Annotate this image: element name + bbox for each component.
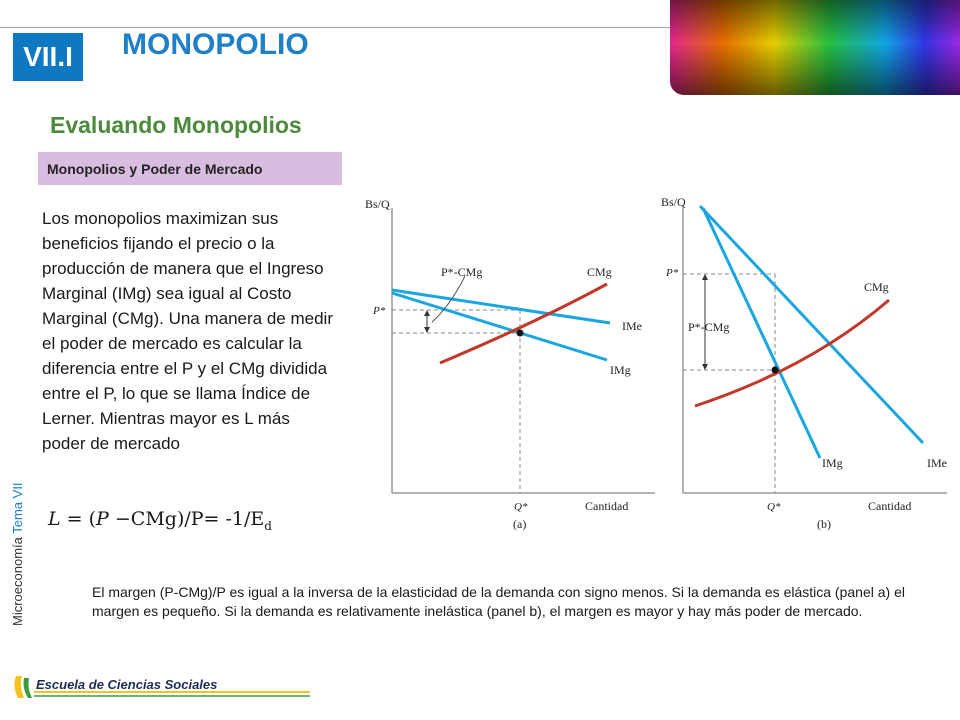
panel-b-ime-label: IMe xyxy=(927,456,947,470)
panel-a-cmg-label: CMg xyxy=(587,265,612,279)
panel-a-ime-label: IMe xyxy=(622,319,642,333)
formula-sub: d xyxy=(264,518,272,533)
panel-a-margin-label: P*-CMg xyxy=(441,265,483,279)
panel-b-cmg-label: CMg xyxy=(864,280,889,294)
panel-b-ime-curve xyxy=(700,206,923,443)
panel-a-p-star: P* xyxy=(373,305,386,317)
panel-a-arrowhead-down xyxy=(424,327,430,333)
panel-a-equilibrium-point xyxy=(517,330,524,337)
footnote-text: El margen (P-CMg)/P es igual a la inversa de la elasticidad de la demanda con signo menos. Si la demanda es elástica (panel a) el margen es pequeño. Si la demanda es relativamente inelástica (panel b), el margen es mayor y hay más poder de mercado. xyxy=(92,584,905,619)
panel-a-ime-curve xyxy=(392,290,610,323)
page-subtitle: Evaluando Monopolios xyxy=(50,112,302,138)
panel-b xyxy=(661,195,947,531)
chapter-badge: VII.I xyxy=(13,33,83,81)
panel-a-arrowhead-up xyxy=(424,310,430,316)
course-topic: Tema VII xyxy=(10,482,25,534)
panel-b-equilibrium-point xyxy=(772,367,779,374)
formula-eq: = ( xyxy=(60,508,97,530)
monopoly-diagram xyxy=(355,188,955,533)
panel-b-arrowhead-up xyxy=(702,274,708,280)
panel-a-caption: (a) xyxy=(513,517,527,531)
panel-a-img-label: IMg xyxy=(610,363,631,377)
section-heading-label: Monopolios y Poder de Mercado xyxy=(47,160,263,177)
panel-b-img-label: IMg xyxy=(822,456,843,470)
course-side-label xyxy=(10,482,25,626)
logo-flame-icon xyxy=(14,676,24,698)
panel-a-x-label: Cantidad xyxy=(585,499,629,513)
lerner-formula xyxy=(48,508,272,533)
panel-b-q-star: Q* xyxy=(767,501,781,513)
body-text: Los monopolios maximizan sus beneficios fijando el precio o la producción de manera que el Ingreso Marginal (IMg) sea igual al Costo Marginal (CMg). Una manera de medir el poder de mercado es calcular la diferencia entre el P y el CMg dividida entre el P, lo que se llama Índice de Lerner. Mientras mayor es L más poder de mercado xyxy=(42,209,333,453)
panel-b-margin-label: P*-CMg xyxy=(688,320,730,334)
panel-b-cmg-curve xyxy=(695,300,889,406)
panel-a-q-star: Q* xyxy=(514,501,528,513)
page-title: MONOPOLIO xyxy=(122,28,309,61)
panel-b-arrowhead-down xyxy=(702,364,708,370)
formula-mid: −CMg)/P= -1/E xyxy=(108,508,265,530)
school-name: Escuela de Ciencias Sociales xyxy=(36,677,218,692)
panel-b-caption: (b) xyxy=(817,517,831,531)
course-name: Microeconomía xyxy=(10,533,25,626)
panel-b-y-label: Bs/Q xyxy=(661,195,686,209)
header-banner-image xyxy=(670,0,960,95)
panel-a-img-curve xyxy=(392,293,607,360)
formula-p: P xyxy=(96,508,109,530)
panel-a xyxy=(365,197,655,531)
section-heading xyxy=(38,152,342,185)
header-rule xyxy=(0,27,672,28)
formula-lhs: L xyxy=(48,508,61,530)
panel-a-y-label: Bs/Q xyxy=(365,197,390,211)
panel-b-x-label: Cantidad xyxy=(868,499,912,513)
panel-b-p-star: P* xyxy=(666,267,679,279)
logo-leaf-icon xyxy=(24,678,33,698)
